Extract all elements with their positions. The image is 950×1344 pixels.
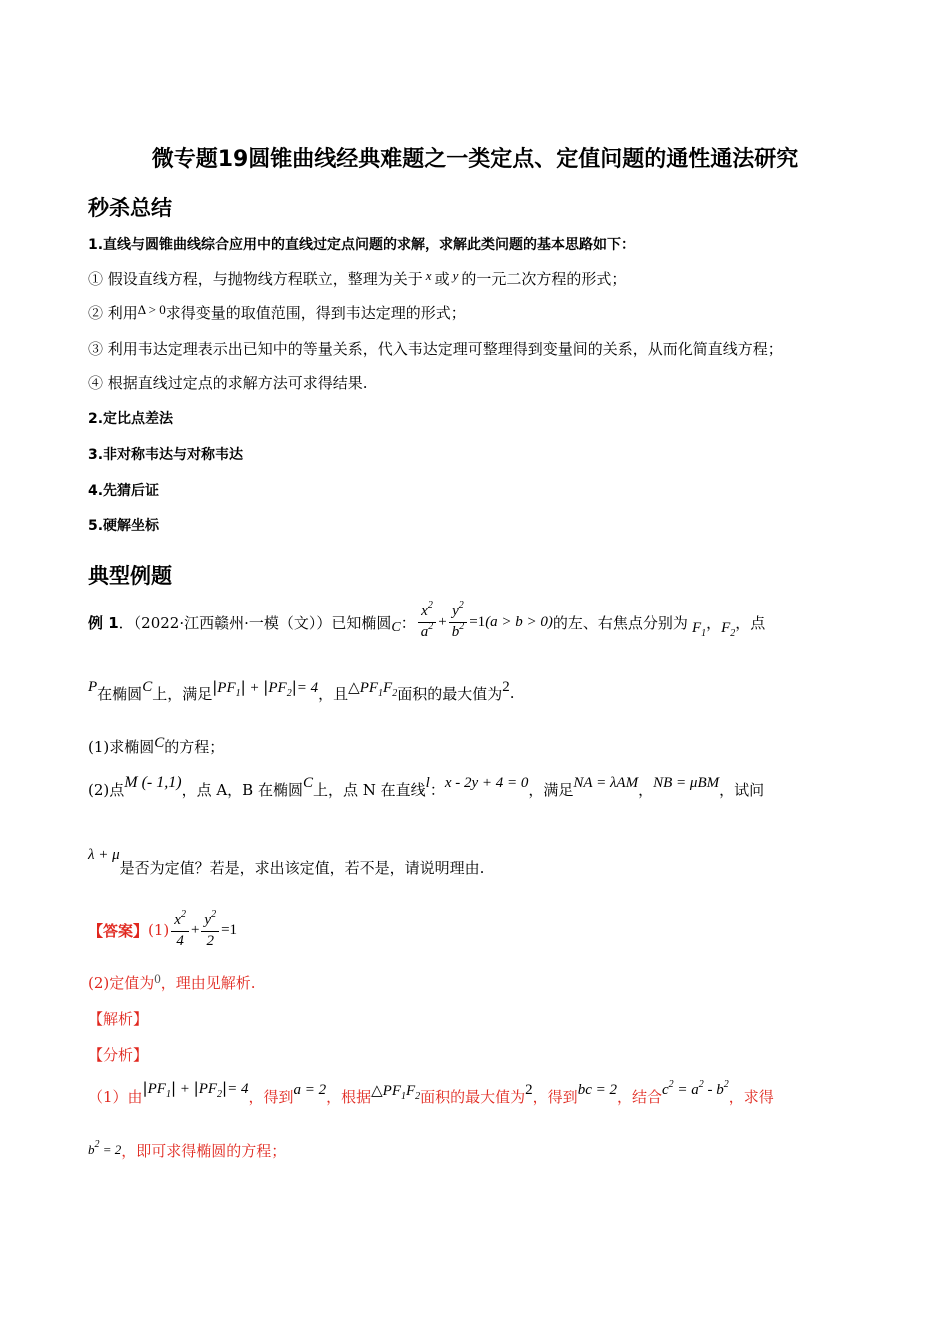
answer-part-2: (2)定值为0，理由见解析. bbox=[88, 971, 256, 992]
fraction-x2-a2: $\frac{x^2}{a^2}$ bbox=[418, 602, 437, 643]
summary-step-3: ③ 利用韦达定理表示出已知中的等量关系，代入韦达定理可整理得到变量间的关系，从而化简直线方程； bbox=[88, 340, 783, 358]
answer-fraction-x: $\frac{x^2}{4}$ bbox=[171, 911, 189, 950]
fraction-y2-b2: $\frac{y^2}{b^2}$ bbox=[449, 602, 468, 643]
answer-line: 【答案】 (1) $\frac{x^2}{4}$ + $\frac{y^2}{2}$ =1 bbox=[88, 908, 238, 949]
summary-step-4: ④ 根据直线过定点的求解方法可求得结果. bbox=[88, 374, 368, 392]
section-heading-summary: 秒杀总结 bbox=[88, 196, 172, 220]
summary-point-1: 1.直线与圆锥曲线综合应用中的直线过定点问题的求解，求解此类问题的基本思路如下： bbox=[88, 237, 636, 253]
summary-point-4: 4.先猜后证 bbox=[88, 483, 160, 499]
question-2-line-1: (2)点 M (- 1,1) ，点 A，B 在椭圆 C 上，点 N 在直线 l ： x - 2y + 4 = 0 ，满足 NA = λAM ， NB = μBM ，试问 bbox=[88, 774, 765, 799]
summary-point-2: 2.定比点差法 bbox=[88, 411, 174, 427]
summary-step-1: ① 假设直线方程，与抛物线方程联立，整理为关于 x 或 y 的一元二次方程的形式； bbox=[88, 268, 627, 288]
section-heading-examples: 典型例题 bbox=[88, 564, 172, 588]
question-1: (1)求椭圆C的方程； bbox=[88, 735, 225, 756]
abs-sum-pf: $|PF_1| + |PF_2|= 4$ bbox=[212, 677, 319, 699]
answer-fraction-y: $\frac{y^2}{2}$ bbox=[201, 911, 219, 950]
breakdown-label: 【分析】 bbox=[88, 1046, 149, 1064]
summary-point-5: 5.硬解坐标 bbox=[88, 518, 160, 534]
abs-sum-pf-analysis: $|PF_1| + |PF_2|= 4$ bbox=[142, 1078, 249, 1100]
question-2-line-2: λ + μ 是否为定值？若是，求出该定值，若不是，请说明理由. bbox=[88, 847, 485, 877]
page-title: 微专题19圆锥曲线经典难题之一类定点、定值问题的通性通法研究 bbox=[151, 147, 799, 172]
summary-step-2: ② 利用Δ > 0求得变量的取值范围，得到韦达定理的形式； bbox=[88, 302, 466, 322]
analysis-label: 【解析】 bbox=[88, 1010, 149, 1028]
analysis-line-1: （1）由 $|PF_1| + |PF_2|= 4$ ，得到 a = 2 ，根据 $\triangle PF_1F_2$ 面积的最大值为 2 ，得到 bc = 2 ，结合 $c^2 = a^2 - b^2$ ，求得 bbox=[88, 1078, 774, 1106]
example-1-line-2: P 在椭圆 C 上，满足 $|PF_1| + |PF_2|= 4$ ，且 $\triangle PF_1F_2$ 面积的最大值为 2 . bbox=[88, 677, 515, 703]
analysis-line-2: $b^2 = 2$，即可求得椭圆的方程； bbox=[88, 1139, 287, 1160]
summary-point-3: 3.非对称韦达与对称韦达 bbox=[88, 447, 244, 463]
example-1-line-1: 例 1 ．（2022·江西赣州·一模（文））已知椭圆 C ： $\frac{x^2}{a^2}$ + $\frac{y^2}{b^2}$ =1 (a > b > 0) 的左、右焦点分别为 $F_1$ ， $F_2$ ，点 bbox=[88, 600, 765, 644]
